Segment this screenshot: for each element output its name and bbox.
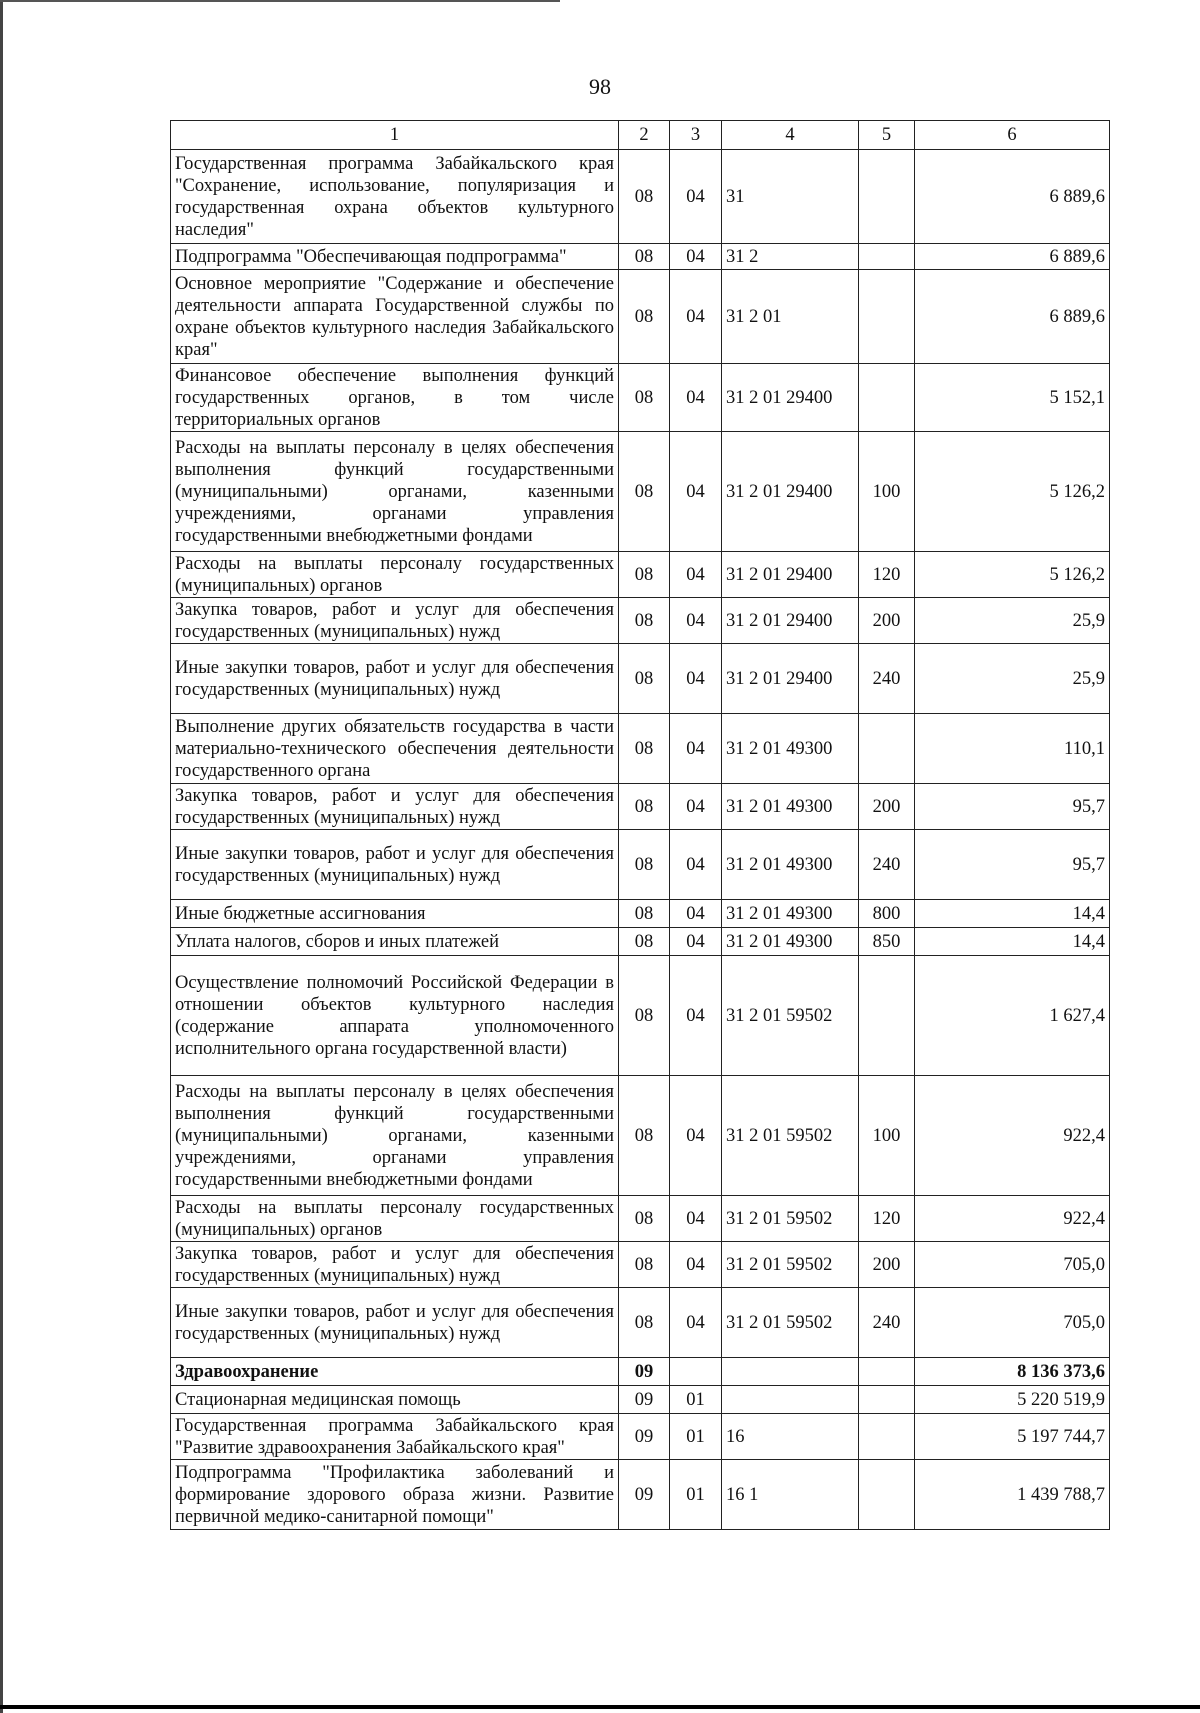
row-section: 08 bbox=[619, 1076, 670, 1196]
row-target-code: 31 2 01 59502 bbox=[722, 1076, 859, 1196]
row-name: Подпрограмма "Профилактика заболеваний и формирование здорового образа жизни. Развитие первичной медико-санитарной помощи" bbox=[171, 1460, 619, 1530]
row-section: 09 bbox=[619, 1386, 670, 1414]
row-name: Расходы на выплаты персоналу государственных (муниципальных) органов bbox=[171, 552, 619, 598]
row-amount: 922,4 bbox=[915, 1196, 1110, 1242]
row-section: 08 bbox=[619, 598, 670, 644]
row-name: Осуществление полномочий Российской Федерации в отношении объектов культурного наследия (содержание аппарата уполномоченного исполнительного органа государственной власти) bbox=[171, 956, 619, 1076]
row-target-code: 31 2 bbox=[722, 244, 859, 270]
table-row bbox=[171, 552, 1110, 598]
table-row bbox=[171, 1076, 1110, 1196]
row-expense-type bbox=[859, 244, 915, 270]
row-subsection: 04 bbox=[670, 928, 722, 956]
row-section: 08 bbox=[619, 1196, 670, 1242]
row-section: 08 bbox=[619, 432, 670, 552]
table-row bbox=[171, 956, 1110, 1076]
row-target-code bbox=[722, 1386, 859, 1414]
table-row bbox=[171, 364, 1110, 432]
row-subsection: 04 bbox=[670, 644, 722, 714]
row-name: Здравоохранение bbox=[171, 1358, 619, 1386]
row-section: 08 bbox=[619, 1288, 670, 1358]
row-expense-type bbox=[859, 1460, 915, 1530]
row-amount: 5 126,2 bbox=[915, 552, 1110, 598]
row-amount: 8 136 373,6 bbox=[915, 1358, 1110, 1386]
row-expense-type bbox=[859, 364, 915, 432]
row-section: 09 bbox=[619, 1414, 670, 1460]
row-subsection: 04 bbox=[670, 432, 722, 552]
row-target-code: 31 2 01 49300 bbox=[722, 830, 859, 900]
table-row bbox=[171, 150, 1110, 244]
row-amount: 5 126,2 bbox=[915, 432, 1110, 552]
table-row bbox=[171, 830, 1110, 900]
row-section: 09 bbox=[619, 1460, 670, 1530]
row-target-code: 31 2 01 49300 bbox=[722, 928, 859, 956]
row-target-code: 16 bbox=[722, 1414, 859, 1460]
row-section: 09 bbox=[619, 1358, 670, 1386]
table-row bbox=[171, 244, 1110, 270]
row-expense-type bbox=[859, 714, 915, 784]
header-cell-6: 6 bbox=[915, 121, 1110, 150]
row-subsection: 04 bbox=[670, 1242, 722, 1288]
row-section: 08 bbox=[619, 552, 670, 598]
row-expense-type bbox=[859, 1386, 915, 1414]
scan-left-edge bbox=[0, 0, 3, 1713]
header-cell-4: 4 bbox=[722, 121, 859, 150]
row-expense-type: 200 bbox=[859, 1242, 915, 1288]
row-name: Государственная программа Забайкальского края "Развитие здравоохранения Забайкальского края" bbox=[171, 1414, 619, 1460]
row-expense-type bbox=[859, 956, 915, 1076]
row-target-code: 31 2 01 59502 bbox=[722, 956, 859, 1076]
row-amount: 705,0 bbox=[915, 1242, 1110, 1288]
row-target-code: 31 2 01 59502 bbox=[722, 1242, 859, 1288]
row-subsection: 04 bbox=[670, 900, 722, 928]
row-name: Иные закупки товаров, работ и услуг для обеспечения государственных (муниципальных) нужд bbox=[171, 830, 619, 900]
table-row bbox=[171, 270, 1110, 364]
row-expense-type bbox=[859, 1358, 915, 1386]
row-expense-type bbox=[859, 270, 915, 364]
row-expense-type bbox=[859, 1414, 915, 1460]
row-amount: 5 197 744,7 bbox=[915, 1414, 1110, 1460]
row-subsection: 04 bbox=[670, 956, 722, 1076]
table-row bbox=[171, 598, 1110, 644]
table-row bbox=[171, 1242, 1110, 1288]
scan-bottom-line bbox=[0, 1705, 1200, 1709]
row-section: 08 bbox=[619, 900, 670, 928]
row-expense-type: 240 bbox=[859, 830, 915, 900]
row-section: 08 bbox=[619, 270, 670, 364]
row-section: 08 bbox=[619, 928, 670, 956]
row-target-code: 31 2 01 29400 bbox=[722, 644, 859, 714]
table-row bbox=[171, 1196, 1110, 1242]
row-target-code: 31 2 01 29400 bbox=[722, 552, 859, 598]
header-row bbox=[171, 121, 1110, 150]
row-section: 08 bbox=[619, 714, 670, 784]
row-target-code: 31 2 01 59502 bbox=[722, 1196, 859, 1242]
row-name: Иные бюджетные ассигнования bbox=[171, 900, 619, 928]
row-subsection bbox=[670, 1358, 722, 1386]
row-subsection: 04 bbox=[670, 244, 722, 270]
scan-top-edge bbox=[0, 0, 560, 2]
row-subsection: 04 bbox=[670, 1288, 722, 1358]
row-target-code: 31 2 01 49300 bbox=[722, 784, 859, 830]
row-section: 08 bbox=[619, 644, 670, 714]
row-expense-type: 120 bbox=[859, 552, 915, 598]
row-expense-type bbox=[859, 150, 915, 244]
header-cell-5: 5 bbox=[859, 121, 915, 150]
row-target-code: 31 2 01 29400 bbox=[722, 432, 859, 552]
row-subsection: 04 bbox=[670, 1196, 722, 1242]
row-amount: 14,4 bbox=[915, 928, 1110, 956]
row-section: 08 bbox=[619, 784, 670, 830]
row-expense-type: 100 bbox=[859, 1076, 915, 1196]
row-amount: 5 220 519,9 bbox=[915, 1386, 1110, 1414]
row-expense-type: 200 bbox=[859, 784, 915, 830]
table-row bbox=[171, 1358, 1110, 1386]
row-target-code: 31 2 01 59502 bbox=[722, 1288, 859, 1358]
row-expense-type: 240 bbox=[859, 1288, 915, 1358]
row-amount: 922,4 bbox=[915, 1076, 1110, 1196]
row-subsection: 01 bbox=[670, 1386, 722, 1414]
row-expense-type: 800 bbox=[859, 900, 915, 928]
row-subsection: 04 bbox=[670, 1076, 722, 1196]
row-name: Расходы на выплаты персоналу государственных (муниципальных) органов bbox=[171, 1196, 619, 1242]
table-row bbox=[171, 432, 1110, 552]
row-target-code: 31 bbox=[722, 150, 859, 244]
page-number: 98 bbox=[589, 74, 611, 99]
row-name: Расходы на выплаты персоналу в целях обеспечения выполнения функций государственными (муниципальными) органами, казенными учреждениями, органами управления государственными внебюджетными фондами bbox=[171, 1076, 619, 1196]
row-amount: 1 439 788,7 bbox=[915, 1460, 1110, 1530]
row-subsection: 04 bbox=[670, 364, 722, 432]
table-row bbox=[171, 1386, 1110, 1414]
row-amount: 1 627,4 bbox=[915, 956, 1110, 1076]
row-subsection: 04 bbox=[670, 270, 722, 364]
row-section: 08 bbox=[619, 956, 670, 1076]
header-cell-1: 1 bbox=[171, 121, 619, 150]
row-section: 08 bbox=[619, 364, 670, 432]
row-subsection: 01 bbox=[670, 1460, 722, 1530]
row-amount: 5 152,1 bbox=[915, 364, 1110, 432]
row-subsection: 04 bbox=[670, 150, 722, 244]
table-row bbox=[171, 1288, 1110, 1358]
row-name: Закупка товаров, работ и услуг для обеспечения государственных (муниципальных) нужд bbox=[171, 1242, 619, 1288]
row-amount: 705,0 bbox=[915, 1288, 1110, 1358]
row-amount: 95,7 bbox=[915, 830, 1110, 900]
row-section: 08 bbox=[619, 1242, 670, 1288]
row-amount: 14,4 bbox=[915, 900, 1110, 928]
row-name: Подпрограмма "Обеспечивающая подпрограмма" bbox=[171, 244, 619, 270]
row-target-code: 16 1 bbox=[722, 1460, 859, 1530]
row-section: 08 bbox=[619, 150, 670, 244]
row-subsection: 01 bbox=[670, 1414, 722, 1460]
row-target-code: 31 2 01 29400 bbox=[722, 364, 859, 432]
row-expense-type: 240 bbox=[859, 644, 915, 714]
row-target-code: 31 2 01 49300 bbox=[722, 900, 859, 928]
row-amount: 25,9 bbox=[915, 598, 1110, 644]
header-cell-3: 3 bbox=[670, 121, 722, 150]
row-name: Закупка товаров, работ и услуг для обеспечения государственных (муниципальных) нужд bbox=[171, 598, 619, 644]
row-name: Закупка товаров, работ и услуг для обеспечения государственных (муниципальных) нужд bbox=[171, 784, 619, 830]
header-cell-2: 2 bbox=[619, 121, 670, 150]
row-subsection: 04 bbox=[670, 552, 722, 598]
table-row bbox=[171, 900, 1110, 928]
row-name: Выполнение других обязательств государства в части материально-технического обеспечения деятельности государственного органа bbox=[171, 714, 619, 784]
row-target-code: 31 2 01 bbox=[722, 270, 859, 364]
row-name: Расходы на выплаты персоналу в целях обеспечения выполнения функций государственными (муниципальными) органами, казенными учреждениями, органами управления государственными внебюджетными фондами bbox=[171, 432, 619, 552]
row-target-code: 31 2 01 29400 bbox=[722, 598, 859, 644]
row-subsection: 04 bbox=[670, 598, 722, 644]
row-name: Государственная программа Забайкальского края "Сохранение, использование, популяризация и государственная охрана объектов культурного наследия" bbox=[171, 150, 619, 244]
row-name: Финансовое обеспечение выполнения функций государственных органов, в том числе территориальных органов bbox=[171, 364, 619, 432]
row-subsection: 04 bbox=[670, 784, 722, 830]
table-row bbox=[171, 1414, 1110, 1460]
row-amount: 6 889,6 bbox=[915, 150, 1110, 244]
row-name: Основное мероприятие "Содержание и обеспечение деятельности аппарата Государственной службы по охране объектов культурного наследия Забайкальского края" bbox=[171, 270, 619, 364]
row-name: Иные закупки товаров, работ и услуг для обеспечения государственных (муниципальных) нужд bbox=[171, 644, 619, 714]
row-subsection: 04 bbox=[670, 714, 722, 784]
row-expense-type: 120 bbox=[859, 1196, 915, 1242]
row-expense-type: 100 bbox=[859, 432, 915, 552]
row-name: Стационарная медицинская помощь bbox=[171, 1386, 619, 1414]
row-amount: 95,7 bbox=[915, 784, 1110, 830]
table-row bbox=[171, 714, 1110, 784]
row-target-code bbox=[722, 1358, 859, 1386]
row-section: 08 bbox=[619, 244, 670, 270]
table-row bbox=[171, 644, 1110, 714]
row-amount: 6 889,6 bbox=[915, 270, 1110, 364]
row-target-code: 31 2 01 49300 bbox=[722, 714, 859, 784]
row-name: Уплата налогов, сборов и иных платежей bbox=[171, 928, 619, 956]
row-amount: 110,1 bbox=[915, 714, 1110, 784]
row-amount: 6 889,6 bbox=[915, 244, 1110, 270]
table-row bbox=[171, 928, 1110, 956]
table-row bbox=[171, 1460, 1110, 1530]
budget-table bbox=[170, 120, 1110, 1530]
row-amount: 25,9 bbox=[915, 644, 1110, 714]
row-expense-type: 850 bbox=[859, 928, 915, 956]
row-subsection: 04 bbox=[670, 830, 722, 900]
table-row bbox=[171, 784, 1110, 830]
row-section: 08 bbox=[619, 830, 670, 900]
row-name: Иные закупки товаров, работ и услуг для обеспечения государственных (муниципальных) нужд bbox=[171, 1288, 619, 1358]
row-expense-type: 200 bbox=[859, 598, 915, 644]
